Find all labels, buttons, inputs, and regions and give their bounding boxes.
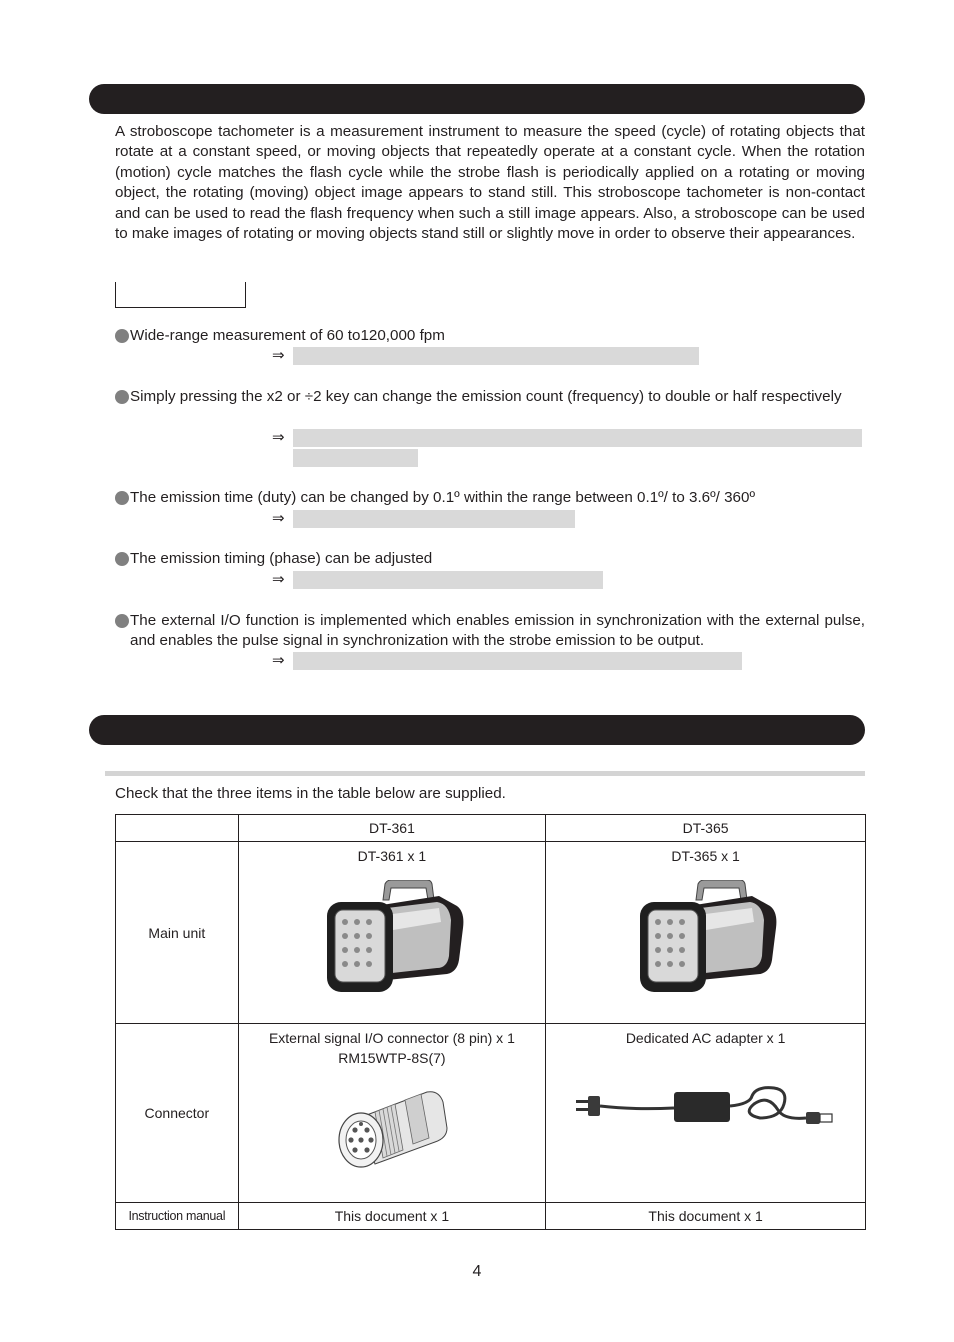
table-row bbox=[116, 842, 866, 1024]
table-header-row bbox=[116, 815, 866, 842]
reference-highlight bbox=[293, 571, 603, 589]
feature-text: Simply pressing the x2 or ÷2 key can change the emission count (frequency) to double or half respectively bbox=[130, 388, 842, 405]
table-cell bbox=[238, 1024, 546, 1203]
feature-text: The external I/O function is implemented which enables emission in synchronization with the external pulse, and enables the pulse signal in synchronization with the strobe emission to be output. bbox=[130, 612, 865, 650]
page-number: 4 bbox=[472, 1263, 482, 1280]
supplied-items-table bbox=[115, 814, 866, 1230]
stroboscope-image bbox=[327, 880, 546, 992]
bullet-icon bbox=[115, 552, 129, 566]
feature-item bbox=[115, 488, 865, 508]
table-header-cell: DT-361 bbox=[238, 815, 546, 842]
bullet-icon bbox=[115, 329, 129, 343]
features-label-box bbox=[115, 282, 246, 308]
reference-highlight bbox=[293, 347, 699, 365]
reference-highlight bbox=[293, 652, 742, 670]
arrow-icon: ⇒ bbox=[272, 652, 285, 669]
connector-image bbox=[335, 1088, 546, 1170]
feature-text: The emission time (duty) can be changed by 0.1º within the range between 0.1º/ to 3.6º/ 360º bbox=[130, 489, 755, 506]
feature-item bbox=[115, 611, 865, 652]
stroboscope-image bbox=[640, 880, 865, 992]
cell-caption: DT-365 x 1 bbox=[671, 848, 740, 864]
table-header-cell bbox=[116, 815, 239, 842]
feature-item bbox=[115, 387, 865, 407]
cell-caption: Dedicated AC adapter x 1 bbox=[625, 1030, 786, 1046]
feature-text: The emission timing (phase) can be adjusted bbox=[130, 550, 433, 567]
cell-caption-part-number: RM15WTP-8S(7) bbox=[338, 1050, 446, 1066]
cell-caption: External signal I/O connector (8 pin) x 1 bbox=[268, 1030, 515, 1046]
row-label: Main unit bbox=[116, 842, 239, 1024]
check-instruction: Check that the three items in the table below are supplied. bbox=[115, 785, 506, 802]
table-header-cell: DT-365 bbox=[546, 815, 866, 842]
intro-paragraph: A stroboscope tachometer is a measurement instrument to measure the speed (cycle) of rotating objects that rotate at a constant speed, or moving objects that repeatedly operate at a constant cycle. When the rotation (motion) cycle matches the flash cycle while the strobe flash is periodically applied on a rotating or moving object, the rotating (moving) object image appears to stand still. This stroboscope tachometer is non-contact and can be used to read the flash frequency when such a still image appears. Also, a stroboscope can be used to make images of rotating or moving objects stand still or slightly move in order to observe their appearances. bbox=[115, 123, 865, 243]
row-label: Instruction manual bbox=[116, 1203, 239, 1230]
table-cell bbox=[546, 1024, 866, 1203]
table-cell bbox=[238, 842, 546, 1024]
arrow-icon: ⇒ bbox=[272, 347, 285, 364]
section-heading-bar-2 bbox=[89, 715, 865, 745]
feature-item bbox=[115, 549, 865, 569]
feature-text: Wide-range measurement of 60 to120,000 fpm bbox=[130, 327, 445, 344]
table-row bbox=[116, 1024, 866, 1203]
section-heading-bar-1 bbox=[89, 84, 865, 114]
arrow-icon: ⇒ bbox=[272, 429, 285, 446]
arrow-icon: ⇒ bbox=[272, 510, 285, 527]
reference-highlight bbox=[293, 429, 862, 447]
bullet-icon bbox=[115, 491, 129, 505]
row-label: Connector bbox=[116, 1024, 239, 1203]
table-row bbox=[116, 1203, 866, 1230]
table-cell: This document x 1 bbox=[546, 1203, 866, 1230]
ac-adapter-image bbox=[574, 1084, 865, 1134]
reference-highlight bbox=[293, 510, 575, 528]
bullet-icon bbox=[115, 614, 129, 628]
reference-highlight bbox=[293, 449, 418, 467]
bullet-icon bbox=[115, 390, 129, 404]
arrow-icon: ⇒ bbox=[272, 571, 285, 588]
feature-item bbox=[115, 326, 865, 346]
table-cell: This document x 1 bbox=[238, 1203, 546, 1230]
table-cell bbox=[546, 842, 866, 1024]
cell-caption: DT-361 x 1 bbox=[357, 848, 427, 864]
subsection-rule bbox=[105, 771, 865, 776]
